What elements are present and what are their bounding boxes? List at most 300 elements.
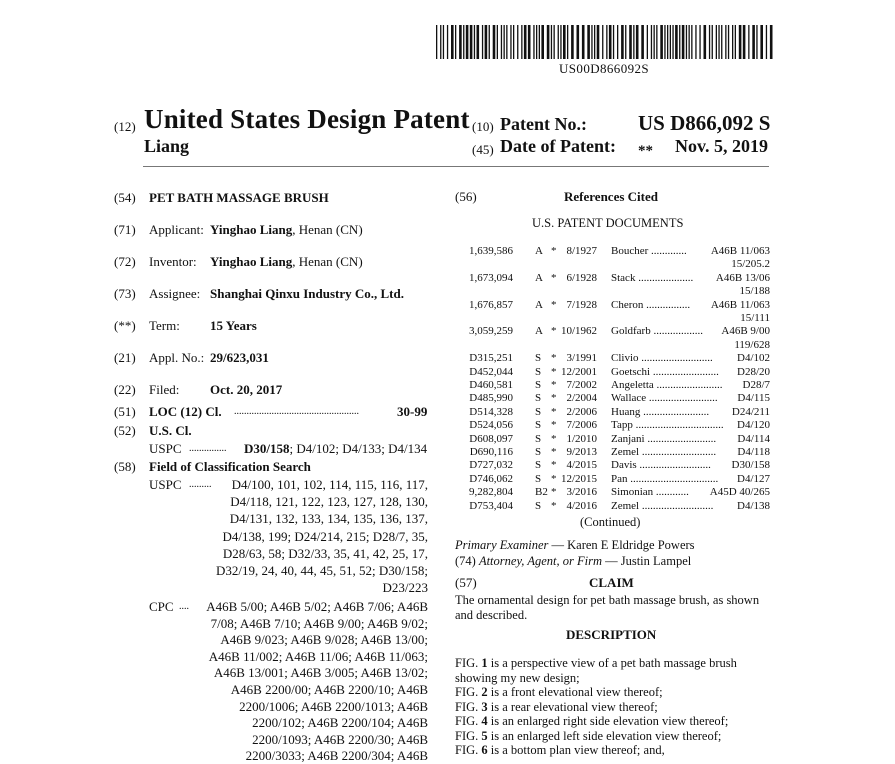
- uspc-class-line: D23/223: [382, 580, 428, 596]
- references-cited-title: References Cited: [564, 189, 658, 204]
- reference-row: [455, 446, 770, 459]
- code-12: (12): [114, 119, 136, 134]
- design-title: PET BATH MASSAGE BRUSH: [149, 190, 329, 205]
- field-73: [114, 286, 404, 302]
- reference-number: 1,676,857: [469, 298, 513, 311]
- reference-row: [455, 406, 770, 419]
- barcode-bar: [528, 25, 531, 59]
- barcode-bar: [443, 25, 444, 59]
- barcode-bar: [440, 25, 441, 59]
- fig-number: 6: [481, 743, 488, 757]
- barcode-bar: [501, 25, 502, 59]
- reference-kind: S: [535, 392, 542, 405]
- reference-class: A46B 13/06: [715, 271, 770, 284]
- reference-class: D28/20: [737, 365, 770, 378]
- barcode-bar: [554, 25, 555, 59]
- reference-kind: S: [535, 379, 542, 391]
- barcode-bar: [667, 25, 668, 59]
- inventor-label: Inventor:: [149, 254, 197, 269]
- field-71: [114, 222, 363, 238]
- reference-row: [455, 299, 770, 312]
- barcode-bar: [451, 25, 454, 59]
- reference-star: *: [551, 472, 557, 485]
- field-72: [114, 254, 363, 270]
- barcode-bar: [709, 25, 710, 59]
- code-54: (54): [114, 190, 136, 205]
- inventor-name: Yinghao Liang: [210, 254, 293, 269]
- reference-number: D608,097: [469, 432, 513, 445]
- barcode-bar: [629, 25, 632, 59]
- reference-number: 1,673,094: [469, 271, 513, 284]
- barcode-bar: [739, 25, 742, 59]
- uspc-class-line: D4/100, 101, 102, 114, 115, 116, 117,: [231, 477, 428, 492]
- reference-name: Goetschi ........................: [611, 365, 719, 378]
- barcode-bar: [656, 25, 657, 59]
- figure-description: [455, 743, 775, 758]
- reference-number: 9,282,804: [469, 486, 513, 499]
- reference-number: D460,581: [469, 379, 513, 391]
- barcode-bar: [485, 25, 488, 59]
- date-stars: **: [638, 143, 653, 159]
- search-uspc-label-row: [149, 477, 212, 493]
- fig-prefix: FIG.: [455, 656, 482, 670]
- barcode-bar: [718, 25, 719, 59]
- reference-kind: A: [535, 271, 543, 284]
- reference-date: 7/2006: [566, 419, 597, 432]
- barcode-bar: [489, 25, 490, 59]
- fig-prefix: FIG.: [455, 728, 482, 743]
- reference-name: Wallace .........................: [611, 392, 718, 405]
- uspc-dots: ...............: [189, 443, 227, 454]
- applicant-label: Applicant:: [149, 222, 204, 237]
- barcode-bar: [517, 25, 518, 59]
- cpc-class-line: A46B 13/001; A46B 3/005; A46B 13/02;: [213, 665, 428, 681]
- barcode-bar: [636, 25, 639, 59]
- figure-description: [455, 714, 775, 729]
- barcode-bar: [447, 25, 448, 59]
- reference-star: *: [551, 298, 557, 311]
- inventor-location: , Henan (CN): [292, 254, 363, 269]
- barcode-bar: [587, 25, 590, 59]
- barcode-bar: [672, 25, 673, 59]
- reference-row: [455, 459, 770, 472]
- reference-number: 1,639,586: [469, 245, 513, 257]
- date-label: Date of Patent:: [500, 136, 616, 156]
- barcode: [436, 25, 770, 59]
- reference-kind: B2: [535, 486, 548, 499]
- code-57: (57): [455, 575, 477, 590]
- barcode-bar: [752, 25, 755, 59]
- reference-kind: S: [535, 405, 542, 418]
- description-title: DESCRIPTION: [566, 627, 657, 642]
- patent-no-label: Patent No.:: [500, 114, 587, 134]
- reference-number: D753,404: [469, 499, 513, 512]
- barcode-bar: [536, 25, 537, 59]
- figure-description: [455, 700, 775, 715]
- barcode-bar: [689, 25, 690, 59]
- search-cpc-dots: ....: [179, 601, 189, 612]
- cpc-class-line: A46B 2200/00; A46B 2200/10; A46B: [230, 682, 428, 697]
- term-value: 15 Years: [210, 318, 257, 333]
- reference-date: 2/2006: [566, 405, 597, 418]
- barcode-bar: [651, 25, 652, 59]
- barcode-bar: [563, 25, 566, 59]
- figure-description: [455, 685, 775, 700]
- reference-row: [455, 433, 770, 446]
- barcode-bar: [602, 25, 603, 59]
- reference-class: D4/114: [737, 432, 770, 445]
- reference-date: 2/2004: [566, 392, 597, 405]
- assignee-label: Assignee:: [149, 286, 201, 301]
- barcode-bar: [670, 25, 671, 59]
- reference-class-continuation: 15/188: [739, 285, 770, 298]
- barcode-bar: [560, 25, 561, 59]
- reference-row: [455, 272, 770, 285]
- barcode-bar: [625, 25, 626, 59]
- reference-kind: S: [535, 365, 542, 378]
- barcode-bar: [571, 25, 574, 59]
- reference-class: A46B 11/063: [710, 245, 770, 257]
- reference-class: A46B 9/00: [721, 325, 770, 338]
- loc-value: 30-99: [397, 404, 428, 419]
- reference-row: [455, 500, 770, 513]
- barcode-bar: [551, 25, 552, 59]
- reference-date: 8/1927: [566, 245, 597, 257]
- loc-dots: ..................................................: [234, 406, 359, 417]
- uspc-label: USPC: [149, 441, 182, 456]
- barcode-bar: [558, 25, 559, 59]
- reference-name: Clivio ..........................: [611, 352, 713, 365]
- cpc-class-line: A46B 5/00; A46B 5/02; A46B 7/06; A46B: [206, 599, 428, 614]
- barcode-bar: [743, 25, 746, 59]
- barcode-bar: [691, 25, 692, 59]
- reference-star: *: [551, 486, 557, 499]
- uspc-class-line: D4/138, 199; D24/214, 215; D28/7, 35,: [222, 528, 428, 544]
- barcode-bar: [577, 25, 580, 59]
- applicant-name: Yinghao Liang: [210, 222, 293, 237]
- barcode-bar: [770, 25, 773, 59]
- fig-text: is a perspective view of a pet bath massage brush showing my new design;: [455, 656, 737, 685]
- reference-kind: S: [535, 472, 542, 485]
- fig-prefix: FIG.: [455, 743, 482, 757]
- reference-kind: A: [535, 298, 543, 311]
- reference-date: 12/2015: [560, 472, 597, 485]
- search-uspc-dots: .........: [189, 479, 212, 490]
- fig-prefix: FIG.: [455, 699, 482, 714]
- barcode-bar: [470, 25, 473, 59]
- reference-star: *: [551, 499, 557, 512]
- uspc-class-line: D32/19, 24, 40, 44, 45, 51, 52; D30/158;: [216, 563, 428, 578]
- reference-class: D4/127: [737, 472, 770, 485]
- barcode-bar: [675, 25, 678, 59]
- reference-number: D315,251: [469, 352, 513, 365]
- barcode-bar: [455, 25, 456, 59]
- barcode-bar: [613, 25, 614, 59]
- barcode-bar: [641, 25, 644, 59]
- reference-number: D727,032: [469, 459, 513, 472]
- code-72: (72): [114, 254, 136, 269]
- reference-name: Pan ................................: [611, 472, 719, 485]
- reference-date: 4/2015: [566, 459, 597, 472]
- reference-date: 3/2016: [566, 486, 597, 499]
- reference-star: *: [551, 432, 557, 445]
- reference-class: A46B 11/063: [710, 298, 770, 311]
- barcode-bar: [477, 25, 480, 59]
- reference-date: 3/1991: [566, 352, 597, 365]
- fig-text: is an enlarged left side elevation view thereof;: [487, 728, 722, 743]
- field-term: [114, 318, 257, 334]
- reference-number: D485,990: [469, 392, 513, 405]
- fig-number: 1: [481, 656, 488, 670]
- code-22: (22): [114, 382, 136, 397]
- barcode-bar: [539, 25, 540, 59]
- reference-row: [455, 325, 770, 338]
- barcode-bar: [597, 25, 600, 59]
- uspc-class-line: D4/118, 121, 122, 123, 127, 128, 130,: [230, 494, 428, 510]
- uspc-class-line: D4/131, 132, 133, 134, 135, 136, 137,: [229, 511, 428, 527]
- code-74: (74): [455, 554, 476, 568]
- code-73: (73): [114, 286, 136, 301]
- barcode-bar: [466, 25, 469, 59]
- reference-star: *: [551, 245, 557, 257]
- reference-name: Stack ....................: [611, 271, 694, 284]
- barcode-bar: [716, 25, 717, 59]
- primary-examiner: [455, 538, 695, 553]
- reference-class: D4/118: [737, 446, 770, 458]
- appl-no-value: 29/623,031: [210, 350, 269, 365]
- inventor-surname: Liang: [144, 136, 190, 156]
- barcode-bar: [524, 25, 527, 59]
- barcode-bar: [493, 25, 496, 59]
- barcode-bar: [591, 25, 592, 59]
- figure-description: [455, 656, 775, 685]
- barcode-bar: [533, 25, 534, 59]
- field-22: [114, 382, 283, 398]
- reference-class-continuation: 15/205.2: [731, 258, 770, 271]
- reference-kind: S: [535, 446, 542, 458]
- reference-name: Boucher .............: [611, 245, 687, 257]
- reference-star: *: [551, 352, 557, 365]
- reference-star: *: [551, 392, 557, 405]
- examiner-label: Primary Examiner: [455, 538, 549, 552]
- barcode-bar: [606, 25, 607, 59]
- document-title: United States Design Patent: [144, 104, 470, 134]
- barcode-bar: [682, 25, 685, 59]
- reference-row: [455, 352, 770, 365]
- barcode-bar: [721, 25, 722, 59]
- reference-class: D4/102: [737, 352, 770, 365]
- barcode-bar: [756, 25, 757, 59]
- reference-name: Huang ........................: [611, 405, 710, 418]
- reference-name: Angeletta ........................: [611, 379, 723, 391]
- barcode-bar: [474, 25, 475, 59]
- barcode-bar: [547, 25, 550, 59]
- barcode-bar: [728, 25, 729, 59]
- barcode-bar: [660, 25, 663, 59]
- cpc-class-line: 7/08; A46B 7/10; A46B 9/00; A46B 9/02;: [210, 615, 428, 631]
- reference-name: Zemel ..........................: [611, 499, 714, 512]
- reference-star: *: [551, 405, 557, 418]
- reference-row: [455, 473, 770, 486]
- examiner-name: — Karen E Eldridge Powers: [548, 538, 695, 552]
- reference-class: D30/158: [731, 459, 770, 472]
- barcode-bar: [621, 25, 624, 59]
- cpc-class-line: A46B 11/002; A46B 11/06; A46B 11/063;: [208, 648, 428, 664]
- code-45: (45): [472, 142, 494, 157]
- attorney-row: [455, 554, 691, 569]
- us-patent-documents-title: U.S. PATENT DOCUMENTS: [532, 216, 684, 230]
- barcode-bar: [463, 25, 464, 59]
- code-10: (10): [472, 119, 494, 134]
- barcode-bar: [766, 25, 767, 59]
- filed-value: Oct. 20, 2017: [210, 382, 283, 397]
- appl-no-label: Appl. No.:: [149, 350, 205, 365]
- header-divider: [143, 166, 769, 167]
- reference-class: D4/115: [737, 392, 770, 405]
- barcode-bar: [510, 25, 511, 59]
- fig-text: is a rear elevational view thereof;: [487, 699, 658, 714]
- barcode-bar: [654, 25, 655, 59]
- cpc-class-line: 2200/1093; A46B 2200/30; A46B: [252, 731, 428, 747]
- field-21: [114, 350, 269, 366]
- barcode-bar: [686, 25, 687, 59]
- fig-text: is an enlarged right side elevation view thereof;: [487, 714, 729, 728]
- fig-prefix: FIG.: [455, 714, 482, 728]
- reference-star: *: [551, 379, 557, 391]
- barcode-bar: [506, 25, 507, 59]
- reference-star: *: [551, 325, 557, 338]
- barcode-bar: [704, 25, 707, 59]
- reference-class: D4/120: [737, 419, 770, 432]
- loc-label: LOC (12) Cl.: [149, 404, 222, 419]
- reference-row: [455, 486, 770, 499]
- barcode-bar: [594, 25, 595, 59]
- filed-label: Filed:: [149, 382, 180, 397]
- us-cl-line: [149, 441, 428, 457]
- code-58: (58): [114, 459, 136, 474]
- fig-prefix: FIG.: [455, 685, 482, 699]
- reference-date: 7/1928: [566, 298, 597, 311]
- reference-class: D4/138: [737, 499, 770, 512]
- reference-class: A45D 40/265: [709, 486, 770, 499]
- cpc-class-line: 2200/1006; A46B 2200/1013; A46B: [239, 698, 428, 714]
- barcode-bar: [609, 25, 612, 59]
- barcode-bar: [617, 25, 618, 59]
- barcode-bar: [748, 25, 749, 59]
- applicant-location: , Henan (CN): [292, 222, 363, 237]
- reference-row: [455, 392, 770, 405]
- term-label: Term:: [149, 318, 180, 333]
- barcode-bar: [633, 25, 634, 59]
- barcode-bar: [699, 25, 700, 59]
- patent-date: Nov. 5, 2019: [675, 136, 769, 156]
- field-51: [114, 404, 428, 420]
- reference-star: *: [551, 459, 557, 472]
- barcode-bar: [541, 25, 544, 59]
- code-51: (51): [114, 404, 136, 419]
- search-uspc-label: USPC: [149, 477, 182, 492]
- search-cpc-label-row: [149, 599, 189, 615]
- reference-name: Davis ..........................: [611, 459, 711, 472]
- barcode-bar: [582, 25, 585, 59]
- cpc-class-line: A46B 9/023; A46B 9/028; A46B 13/00;: [220, 632, 428, 648]
- reference-kind: S: [535, 499, 542, 512]
- reference-name: Simonian ............: [611, 486, 689, 499]
- reference-row: [455, 419, 770, 432]
- reference-name: Zemel ...........................: [611, 446, 717, 458]
- field-58: [114, 459, 311, 475]
- code-56: (56): [455, 189, 477, 204]
- assignee-name: Shanghai Qinxu Industry Co., Ltd.: [210, 286, 404, 301]
- reference-kind: S: [535, 432, 542, 445]
- field-54: [114, 190, 329, 206]
- reference-date: 12/2001: [560, 365, 597, 378]
- figure-description: [455, 729, 775, 744]
- reference-number: D514,328: [469, 405, 513, 418]
- reference-name: Tapp ................................: [611, 419, 724, 432]
- barcode-bar: [679, 25, 680, 59]
- reference-class-continuation: 15/111: [740, 312, 770, 324]
- barcode-bar: [725, 25, 726, 59]
- reference-kind: A: [535, 245, 543, 257]
- claim-title: CLAIM: [589, 575, 634, 590]
- reference-star: *: [551, 365, 557, 378]
- barcode-bar: [712, 25, 713, 59]
- code-21: (21): [114, 350, 136, 365]
- barcode-bar: [459, 25, 462, 59]
- reference-star: *: [551, 271, 557, 284]
- field-52: [114, 423, 192, 439]
- us-cl-label: U.S. Cl.: [149, 423, 192, 438]
- reference-class-continuation: 119/628: [734, 338, 770, 351]
- reference-date: 10/1962: [560, 325, 597, 338]
- fig-number: 2: [481, 685, 488, 699]
- reference-row: [455, 379, 770, 392]
- uspc-other-classes: ; D4/102; D4/133; D4/134: [289, 441, 428, 456]
- reference-number: D452,044: [469, 365, 513, 378]
- reference-name: Zanjani .........................: [611, 432, 717, 445]
- barcode-bar: [567, 25, 568, 59]
- fig-number: 3: [481, 699, 488, 714]
- reference-class: D28/7: [742, 379, 770, 391]
- barcode-bar: [647, 25, 648, 59]
- reference-row: [455, 366, 770, 379]
- barcode-bar: [732, 25, 733, 59]
- barcode-bar: [513, 25, 514, 59]
- barcode-text: US00D866092S: [559, 61, 650, 76]
- reference-star: *: [551, 446, 557, 458]
- barcode-bar: [760, 25, 763, 59]
- reference-date: 7/2002: [566, 379, 597, 391]
- uspc-class-line: D28/63, 58; D32/33, 35, 41, 42, 25, 17,: [222, 545, 428, 561]
- reference-star: *: [551, 419, 557, 432]
- barcode-bar: [664, 25, 665, 59]
- reference-name: Goldfarb ..................: [611, 325, 703, 338]
- reference-date: 9/2013: [566, 446, 597, 458]
- reference-date: 1/2010: [566, 432, 597, 445]
- fig-number: 5: [481, 728, 488, 743]
- reference-kind: A: [535, 325, 543, 338]
- reference-kind: S: [535, 419, 542, 432]
- reference-class: D24/211: [731, 405, 770, 418]
- field-search-label: Field of Classification Search: [149, 459, 311, 474]
- barcode-bar: [504, 25, 505, 59]
- fig-text: is a front elevational view thereof;: [487, 685, 663, 699]
- claim-text: The ornamental design for pet bath massage brush, as shown and described.: [455, 593, 760, 622]
- reference-number: 3,059,259: [469, 325, 513, 338]
- barcode-bar: [497, 25, 498, 59]
- reference-date: 6/1928: [566, 271, 597, 284]
